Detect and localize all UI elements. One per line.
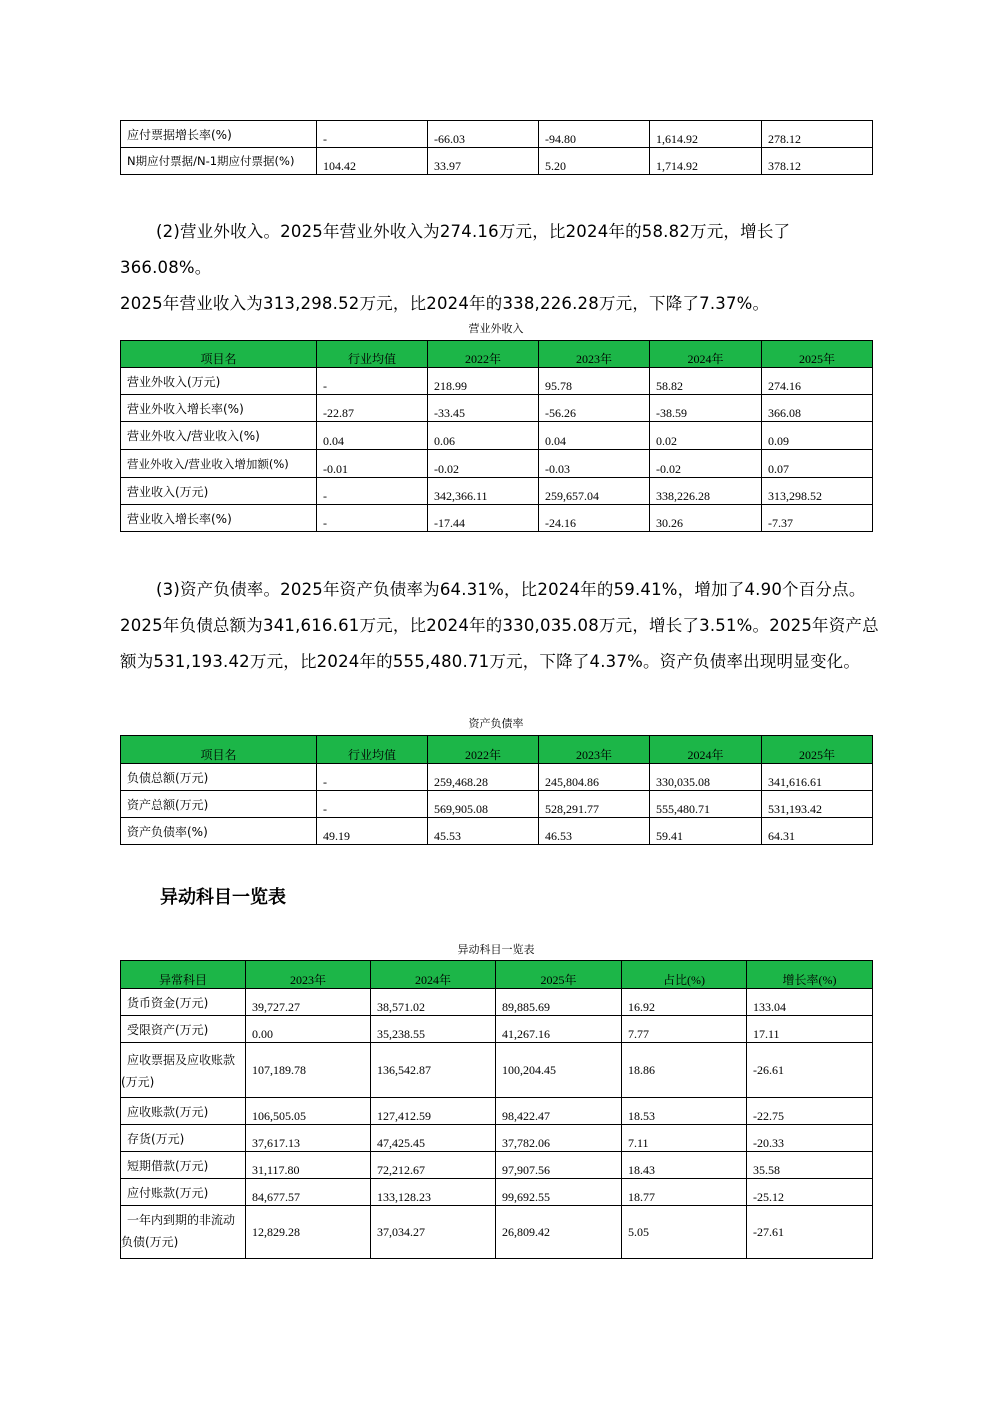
- cell-value: -22.75: [747, 1098, 873, 1125]
- cell-value: 0.09: [762, 422, 873, 450]
- cell-value: 41,267.16: [496, 1016, 622, 1043]
- row-label: 营业外收入增长率(%): [121, 395, 317, 422]
- cell-value: 106,505.05: [246, 1098, 371, 1125]
- column-header: 2023年: [539, 736, 650, 764]
- cell-value: 31,117.80: [246, 1152, 371, 1179]
- cell-value: 555,480.71: [650, 791, 762, 818]
- column-header: 增长率(%): [747, 961, 873, 989]
- cell-value: 18.77: [622, 1179, 747, 1206]
- payables-table-continued: [120, 120, 873, 175]
- cell-value: 95.78: [539, 368, 650, 395]
- row-label: 资产总额(万元): [121, 791, 317, 818]
- column-header: 2024年: [371, 961, 496, 989]
- cell-value: 59.41: [650, 818, 762, 845]
- row-label: 存货(万元): [121, 1125, 246, 1152]
- table-row: [121, 989, 873, 1016]
- cell-value: -0.01: [317, 450, 428, 478]
- cell-value: -0.03: [539, 450, 650, 478]
- cell-value: 259,657.04: [539, 478, 650, 505]
- row-label: 营业收入(万元): [121, 478, 317, 505]
- cell-value: 330,035.08: [650, 764, 762, 791]
- table-row: [121, 505, 873, 532]
- cell-value: 39,727.27: [246, 989, 371, 1016]
- table-row: [121, 1098, 873, 1125]
- row-label: [121, 1043, 246, 1098]
- cell-value: -20.33: [747, 1125, 873, 1152]
- cell-value: 0.04: [539, 422, 650, 450]
- non-operating-income-table: [120, 340, 873, 532]
- cell-value: 127,412.59: [371, 1098, 496, 1125]
- cell-value: -33.45: [428, 395, 539, 422]
- cell-value: -: [317, 368, 428, 395]
- table-row: [121, 1179, 873, 1206]
- cell-value: 569,905.08: [428, 791, 539, 818]
- row-label-line: 应收票据及应收账款: [127, 1053, 236, 1067]
- cell-value: 278.12: [762, 121, 873, 148]
- cell-value: -38.59: [650, 395, 762, 422]
- cell-value: -24.16: [539, 505, 650, 532]
- column-header: 占比(%): [622, 961, 747, 989]
- paragraph-line: 2025年负债总额为341,616.61万元，比2024年的330,035.08万元，增长了3.51%。2025年资产总: [120, 616, 879, 635]
- column-header: 2025年: [762, 736, 873, 764]
- paragraph-line: 2025年营业收入为313,298.52万元，比2024年的338,226.28万元，下降了7.37%。: [120, 294, 770, 313]
- cell-value: 218.99: [428, 368, 539, 395]
- cell-value: -66.03: [428, 121, 539, 148]
- cell-value: 313,298.52: [762, 478, 873, 505]
- paragraph-line: (3)资产负债率。2025年资产负债率为64.31%，比2024年的59.41%，增加了4.90个百分点。: [156, 580, 866, 599]
- cell-value: 7.11: [622, 1125, 747, 1152]
- cell-value: 5.05: [622, 1206, 747, 1259]
- cell-value: 17.11: [747, 1016, 873, 1043]
- cell-value: 37,034.27: [371, 1206, 496, 1259]
- cell-value: 18.43: [622, 1152, 747, 1179]
- cell-value: 378.12: [762, 148, 873, 175]
- table-row: [121, 1152, 873, 1179]
- cell-value: -26.61: [747, 1043, 873, 1098]
- cell-value: -56.26: [539, 395, 650, 422]
- table-caption: 营业外收入: [468, 322, 524, 335]
- cell-value: 274.16: [762, 368, 873, 395]
- table-header-row: [121, 736, 873, 764]
- cell-value: 0.07: [762, 450, 873, 478]
- table-row: [121, 1125, 873, 1152]
- cell-value: 26,809.42: [496, 1206, 622, 1259]
- cell-value: 98,422.47: [496, 1098, 622, 1125]
- debt-paragraph: [120, 572, 880, 680]
- cell-value: -94.80: [539, 121, 650, 148]
- cell-value: 18.86: [622, 1043, 747, 1098]
- cell-value: 38,571.02: [371, 989, 496, 1016]
- column-header: 2025年: [762, 341, 873, 368]
- cell-value: 64.31: [762, 818, 873, 845]
- cell-value: 0.04: [317, 422, 428, 450]
- table-row: [121, 1043, 873, 1098]
- row-label: 资产负债率(%): [121, 818, 317, 845]
- cell-value: 5.20: [539, 148, 650, 175]
- cell-value: 531,193.42: [762, 791, 873, 818]
- cell-value: -: [317, 478, 428, 505]
- cell-value: 49.19: [317, 818, 428, 845]
- table-row: [121, 818, 873, 845]
- cell-value: 104.42: [317, 148, 428, 175]
- cell-value: -: [317, 764, 428, 791]
- cell-value: 16.92: [622, 989, 747, 1016]
- column-header: 2025年: [496, 961, 622, 989]
- column-header: 行业均值: [317, 341, 428, 368]
- table-row: [121, 1016, 873, 1043]
- table-row: [121, 764, 873, 791]
- column-header: 项目名: [121, 736, 317, 764]
- cell-value: 133,128.23: [371, 1179, 496, 1206]
- table-row: [121, 148, 873, 175]
- row-label: 营业收入增长率(%): [121, 505, 317, 532]
- cell-value: 259,468.28: [428, 764, 539, 791]
- cell-value: 136,542.87: [371, 1043, 496, 1098]
- row-label: [121, 1206, 246, 1259]
- cell-value: 245,804.86: [539, 764, 650, 791]
- cell-value: 7.77: [622, 1016, 747, 1043]
- table-row: [121, 791, 873, 818]
- cell-value: 37,617.13: [246, 1125, 371, 1152]
- table-row: [121, 478, 873, 505]
- row-label: 应收账款(万元): [121, 1098, 246, 1125]
- cell-value: -17.44: [428, 505, 539, 532]
- cell-value: -27.61: [747, 1206, 873, 1259]
- abnormal-accounts-table: [120, 960, 873, 1259]
- cell-value: 342,366.11: [428, 478, 539, 505]
- cell-value: 0.02: [650, 422, 762, 450]
- row-label: 应付账款(万元): [121, 1179, 246, 1206]
- column-header: 行业均值: [317, 736, 428, 764]
- cell-value: -: [317, 121, 428, 148]
- column-header: 2024年: [650, 736, 762, 764]
- cell-value: 528,291.77: [539, 791, 650, 818]
- cell-value: -7.37: [762, 505, 873, 532]
- cell-value: -: [317, 505, 428, 532]
- table-row: [121, 121, 873, 148]
- cell-value: 18.53: [622, 1098, 747, 1125]
- cell-value: 37,782.06: [496, 1125, 622, 1152]
- section-heading: 异动科目一览表: [160, 887, 286, 908]
- cell-value: 72,212.67: [371, 1152, 496, 1179]
- cell-value: 46.53: [539, 818, 650, 845]
- table-row: [121, 368, 873, 395]
- row-label-line: 一年内到期的非流动: [127, 1213, 236, 1227]
- column-header: 2024年: [650, 341, 762, 368]
- column-header: 2023年: [539, 341, 650, 368]
- cell-value: -0.02: [650, 450, 762, 478]
- cell-value: -0.02: [428, 450, 539, 478]
- table-row: [121, 1206, 873, 1259]
- column-header: 项目名: [121, 341, 317, 368]
- table-caption: 资产负债率: [468, 717, 524, 730]
- cell-value: 1,614.92: [650, 121, 762, 148]
- table-row: [121, 450, 873, 478]
- cell-value: 100,204.45: [496, 1043, 622, 1098]
- income-paragraph: [120, 214, 880, 322]
- column-header: 2022年: [428, 341, 539, 368]
- paragraph-line: 额为531,193.42万元，比2024年的555,480.71万元，下降了4.37%。资产负债率出现明显变化。: [120, 652, 861, 671]
- column-header: 2023年: [246, 961, 371, 989]
- cell-value: 58.82: [650, 368, 762, 395]
- cell-value: 341,616.61: [762, 764, 873, 791]
- cell-value: 0.06: [428, 422, 539, 450]
- table-header-row: [121, 961, 873, 989]
- cell-value: 35,238.55: [371, 1016, 496, 1043]
- cell-value: 45.53: [428, 818, 539, 845]
- table-header-row: [121, 341, 873, 368]
- row-label-line: 负债(万元): [121, 1235, 179, 1249]
- row-label: 受限资产(万元): [121, 1016, 246, 1043]
- row-label: 营业外收入/营业收入(%): [121, 422, 317, 450]
- cell-value: 107,189.78: [246, 1043, 371, 1098]
- cell-value: -: [317, 791, 428, 818]
- table-row: [121, 422, 873, 450]
- row-label: 营业外收入(万元): [121, 368, 317, 395]
- cell-value: -22.87: [317, 395, 428, 422]
- debt-ratio-table: [120, 735, 873, 845]
- cell-value: 99,692.55: [496, 1179, 622, 1206]
- cell-value: 0.00: [246, 1016, 371, 1043]
- cell-value: 1,714.92: [650, 148, 762, 175]
- row-label: 营业外收入/营业收入增加额(%): [121, 450, 317, 478]
- cell-value: 338,226.28: [650, 478, 762, 505]
- cell-value: 133.04: [747, 989, 873, 1016]
- cell-value: 97,907.56: [496, 1152, 622, 1179]
- column-header: 2022年: [428, 736, 539, 764]
- table-caption: 异动科目一览表: [457, 943, 535, 956]
- cell-value: 33.97: [428, 148, 539, 175]
- cell-value: 30.26: [650, 505, 762, 532]
- cell-value: 89,885.69: [496, 989, 622, 1016]
- cell-value: 35.58: [747, 1152, 873, 1179]
- row-label: N期应付票据/N-1期应付票据(%): [121, 148, 317, 175]
- cell-value: 47,425.45: [371, 1125, 496, 1152]
- row-label-line: (万元): [121, 1075, 155, 1089]
- cell-value: 366.08: [762, 395, 873, 422]
- row-label: 短期借款(万元): [121, 1152, 246, 1179]
- column-header: 异常科目: [121, 961, 246, 989]
- paragraph-line: (2)营业外收入。2025年营业外收入为274.16万元，比2024年的58.82万元，增长了366.08%。: [120, 222, 791, 277]
- row-label: 货币资金(万元): [121, 989, 246, 1016]
- row-label: 应付票据增长率(%): [121, 121, 317, 148]
- table-row: [121, 395, 873, 422]
- cell-value: 84,677.57: [246, 1179, 371, 1206]
- cell-value: 12,829.28: [246, 1206, 371, 1259]
- cell-value: -25.12: [747, 1179, 873, 1206]
- row-label: 负债总额(万元): [121, 764, 317, 791]
